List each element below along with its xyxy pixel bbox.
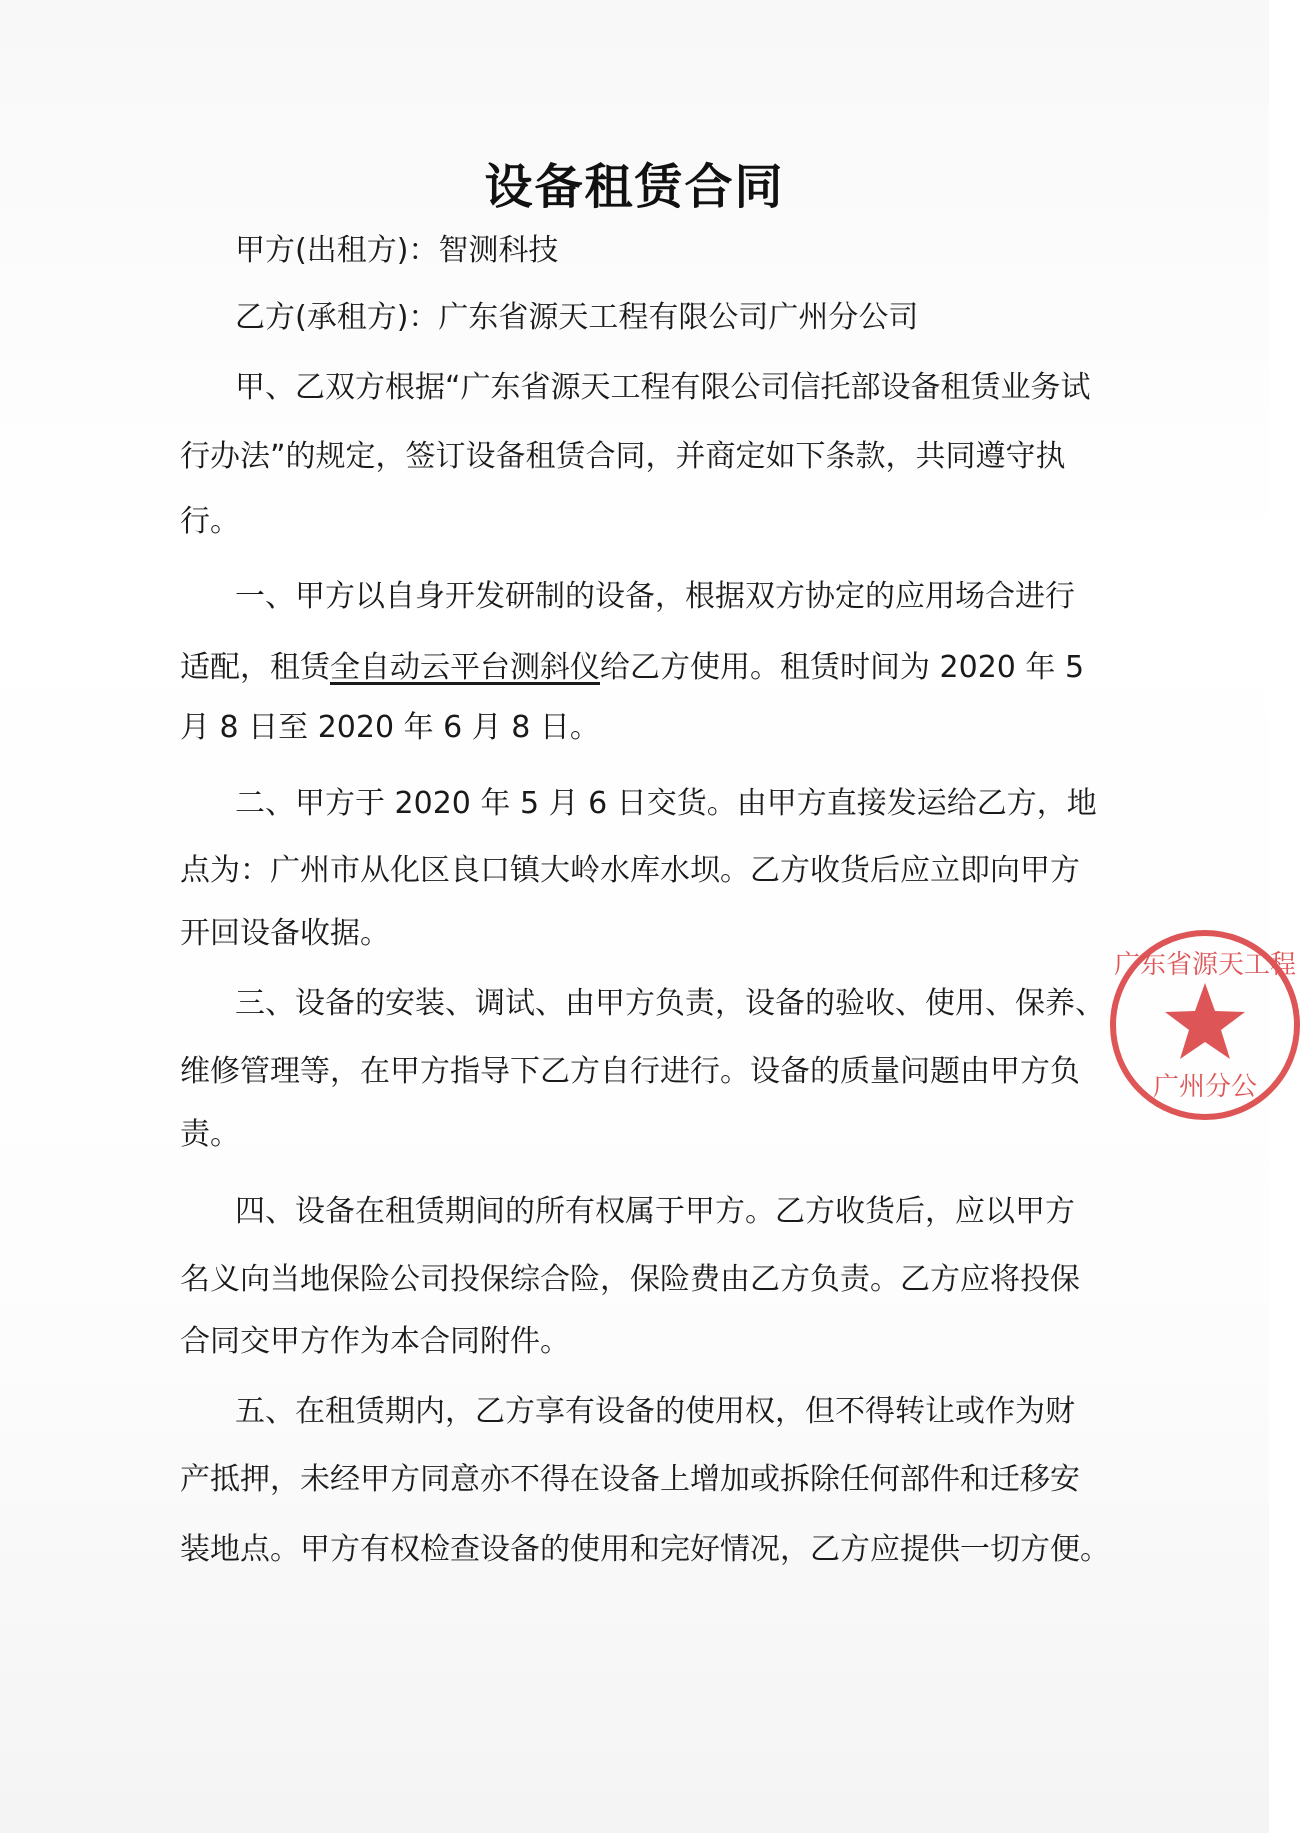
intro-line-3: 行。	[180, 504, 240, 539]
clause-4-line-3: 合同交甲方作为本合同附件。	[180, 1324, 570, 1359]
clause-5-line-1: 五、在租赁期内，乙方享有设备的使用权，但不得转让或作为财	[235, 1394, 1075, 1429]
clause-4-line-1: 四、设备在租赁期间的所有权属于甲方。乙方收货后，应以甲方	[235, 1194, 1075, 1229]
equipment-name: 全自动云平台测斜仪	[330, 650, 600, 685]
seal-text-top: 广东省源天工程	[1113, 950, 1297, 980]
clause-3-line-1: 三、设备的安装、调试、由甲方负责，设备的验收、使用、保养、	[235, 986, 1105, 1021]
clause-2-line-2: 点为：广州市从化区良口镇大岭水库水坝。乙方收货后应立即向甲方	[180, 853, 1080, 888]
clause-4-line-2: 名义向当地保险公司投保综合险，保险费由乙方负责。乙方应将投保	[180, 1262, 1080, 1297]
clause-3-line-3: 责。	[180, 1117, 240, 1152]
clause-5-line-2: 产抵押，未经甲方同意亦不得在设备上增加或拆除任何部件和迁移安	[180, 1462, 1080, 1497]
company-seal	[1105, 925, 1305, 1125]
clause-3-line-2: 维修管理等，在甲方指导下乙方自行进行。设备的质量问题由甲方负	[180, 1054, 1080, 1089]
clause-2-line-1: 二、甲方于 2020 年 5 月 6 日交货。由甲方直接发运给乙方，地	[235, 786, 1097, 821]
clause-1-line-2	[180, 648, 1085, 688]
seal-star-icon	[1165, 983, 1245, 1059]
document-title: 设备租赁合同	[484, 159, 785, 215]
intro-line-2: 行办法”的规定，签订设备租赁合同，并商定如下条款，共同遵守执	[180, 439, 1066, 474]
clause-1-text-post: 给乙方使用。租赁时间为 2020 年 5	[600, 650, 1085, 685]
seal-text-bottom: 广州分公	[1152, 1072, 1258, 1102]
intro-line-1: 甲、乙双方根据“广东省源天工程有限公司信托部设备租赁业务试	[235, 370, 1091, 405]
clause-5-line-3: 装地点。甲方有权检查设备的使用和完好情况，乙方应提供一切方便。	[180, 1532, 1110, 1567]
party-a: 甲方(出租方)：智测科技	[235, 233, 559, 268]
clause-2-line-3: 开回设备收据。	[180, 916, 390, 951]
clause-1-line-3: 月 8 日至 2020 年 6 月 8 日。	[180, 710, 600, 745]
clause-1-line-1: 一、甲方以自身开发研制的设备，根据双方协定的应用场合进行	[235, 579, 1075, 614]
clause-1-text-pre: 适配，租赁	[180, 650, 330, 685]
party-b: 乙方(承租方)：广东省源天工程有限公司广州分公司	[235, 300, 919, 335]
